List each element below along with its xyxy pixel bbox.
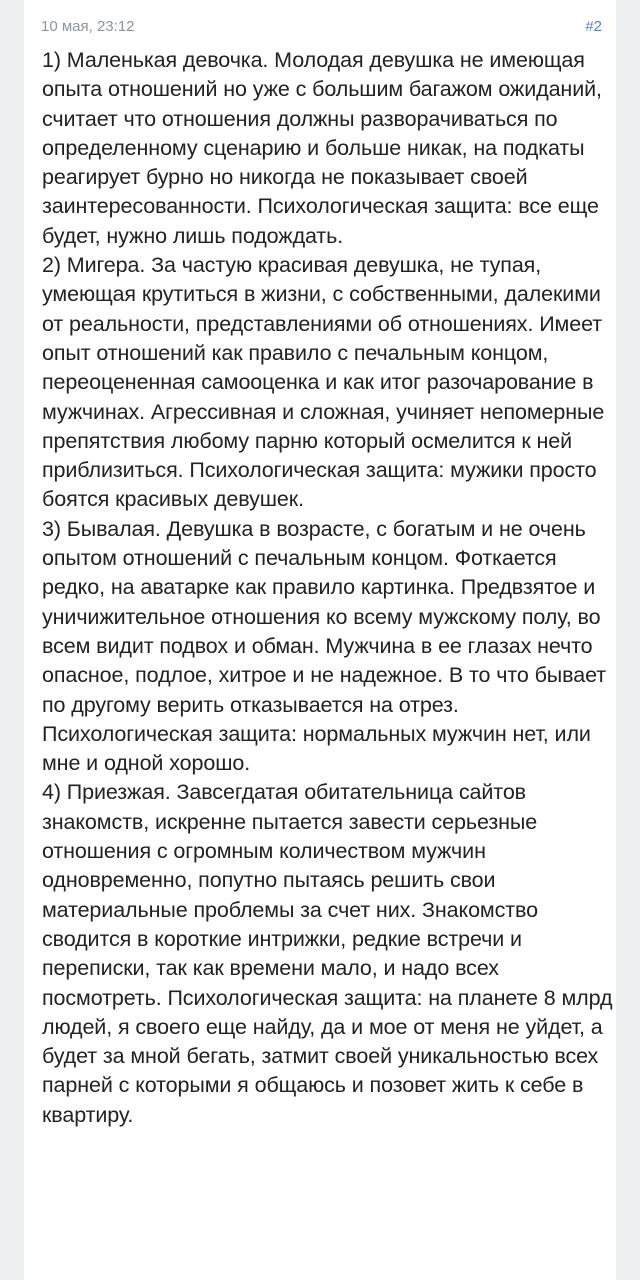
post-body (42, 46, 614, 1130)
post-paragraph: 3) Бывалая. Девушка в возрасте, с богатым и не очень опытом отношений с печальным концом. Фоткается редко, на аватарке как правило картинка. Предвзятое и уничижительное отношения ко всему мужскому полу, во всем видит подвох и обман. Мужчина в ее глазах нечто опасное, подлое, хитрое и не надежное. В то что бывает по другому верить отказывается на отрез. Психологическая защита: нормальных мужчин нет, или мне и одной хорошо. (42, 516, 606, 776)
post-paragraph: 1) Маленькая девочка. Молодая девушка не имеющая опыта отношений но уже с большим багажом ожиданий, считает что отношения должны разворачиваться по определенному сценарию и больше никак, на подкаты реагирует бурно но никогда не показывает своей заинтересованности. Психологическая защита: все еще будет, нужно лишь подождать. (42, 48, 602, 248)
post-number-link[interactable]: #2 (585, 17, 602, 35)
post-paragraph: 4) Приезжая. Завсегдатая обитательница сайтов знакомств, искренне пытается завести серьезные отношения с огромным количеством мужчин одновременно, попутно пытаясь решить свои материальные проблемы за счет них. Знакомство сводится в короткие интрижки, редкие встречи и переписки, так как времени мало, и надо всех посмотреть. Психологическая защита: на планете 8 млрд людей, я своего еще найду, да и мое от меня не уйдет, а будет за мной бегать, затмит своей уникальностью всех парней с которыми я общаюсь и позовет жить к себе в квартиру. (42, 780, 613, 1127)
post-date[interactable]: 10 мая, 23:12 (41, 17, 135, 35)
post-paragraph: 2) Мигера. За частую красивая девушка, не тупая, умеющая крутиться в жизни, с собственными, далекими от реальности, представлениями об отношениях. Имеет опыт отношений как правило с печальным концом, переоцененная самооценка и как итог разочарование в мужчинах. Агрессивная и сложная, учиняет непомерные препятствия любому парню который осмелится к ней приблизиться. Психологическая защита: мужики просто боятся красивых девушек. (42, 253, 605, 512)
post-meta (41, 16, 602, 36)
post-card (24, 0, 616, 1280)
